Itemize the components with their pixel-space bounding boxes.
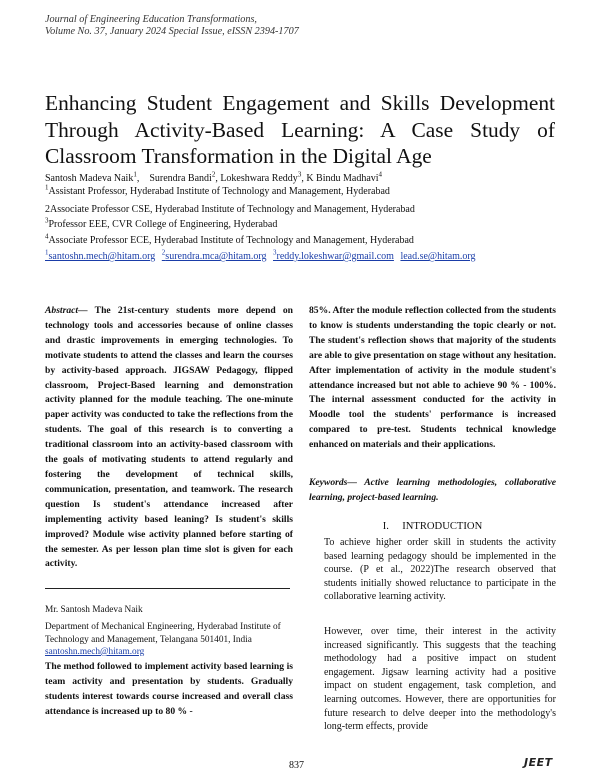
email-link-1[interactable]: $^1$santoshn.mech@hitam.org: [45, 248, 156, 262]
journal-name: Journal of Engineering Education Transformations,: [45, 14, 257, 25]
footnote-divider: [45, 588, 290, 589]
footnote-name: Mr. Santosh Madeva Naik: [45, 605, 143, 615]
author-list: Santosh Madeva Naik$^1$, Surendra Bandi$^2$, Lokeshwara Reddy$^3$, K Bindu Madhavi$^4$: [45, 170, 383, 184]
abstract-label: Abstract—: [45, 305, 88, 316]
author-2: Surendra Bandi: [149, 173, 212, 184]
section-heading: [309, 520, 556, 534]
footnote-email-link[interactable]: santoshn.mech@hitam.org: [45, 646, 145, 657]
footnote-dept: Department of Mechanical Engineering, Hyderabad Institute of Technology and Management, Telangana 501401, India: [45, 622, 281, 645]
email-link-2[interactable]: $^2$surendra.mca@hitam.org: [161, 248, 267, 262]
author-1: Santosh Madeva Naik: [45, 173, 134, 184]
email-link-3[interactable]: $^3$reddy.lokeshwar@gmail.com: [273, 248, 394, 262]
journal-logo: JEET: [524, 756, 553, 769]
affiliation-4: $^4$Associate Professor ECE, Hyderabad Institute of Technology and Management, Hyderabad: [45, 232, 414, 246]
intro-paragraph-2: However, over time, their interest in the activity increased significantly. This suggests that the teaching methodology had a positive impact on student engagement. Jigsaw learning activity had a positive impact on student engagement, task completion, and learning outcomes. However, there are opportunities for future research to delve deeper into the methodology's long-term effects, provide: [324, 626, 556, 733]
affiliation-2: 2Associate Professor CSE, Hyderabad Institute of Technology and Management, Hyderabad: [45, 204, 415, 215]
section-title: INTRODUCTION: [402, 521, 483, 532]
journal-header: [45, 14, 299, 38]
page-number: 837: [289, 760, 304, 771]
keywords-label: Keywords—: [309, 477, 357, 488]
keywords: [309, 476, 556, 506]
author-4: K Bindu Madhavi: [306, 173, 379, 184]
abstract-continued: 85%. After the module reflection collected from the students to know is students understanding the topic clearly or not. The student's reflection shows that majority of the students are able to give presentation on stage without any hesitation. After implementation of activity in the module student's attendance increased but not able to achieve 90 % - 100%. The internal assessment conducted for the activity in Moodle tool the students' performance is increased compared to pre-test. Students technical knowledge enhanced on materials and their applications.: [309, 305, 556, 451]
email-link-4[interactable]: lead.se@hitam.org: [400, 251, 476, 262]
abstract: [45, 304, 293, 572]
keywords-text: Active learning methodologies, collaborative learning, project-based learning.: [309, 477, 556, 503]
footnote: [45, 604, 290, 658]
affiliation-1: $^1$Assistant Professor, Hyderabad Institute of Technology and Management, Hyderabad: [45, 183, 390, 197]
abstract-continued-left: The method followed to implement activity based learning is team activity and presentation by students. Gradually students interest towards course increased and overall class attendance is increased up to 80 % -: [45, 661, 293, 717]
paper-title: Enhancing Student Engagement and Skills Development Through Activity-Based Learning: A Case Study of Classroom Transformation in the Digital Age: [45, 91, 555, 168]
intro-paragraph-1: To achieve higher order skill in students the activity based learning pedagogy should be implemented in the course. (P et al., 2022)The research observed that students initially showed reluctance to participate in the collaborative learning activity.: [324, 537, 556, 603]
affiliation-3: $^3$Professor EEE, CVR College of Engineering, Hyderabad: [45, 216, 278, 230]
author-emails: [45, 250, 480, 263]
journal-issue: Volume No. 37, January 2024 Special Issue, eISSN 2394-1707: [45, 26, 299, 37]
section-number: I.: [382, 521, 389, 532]
abstract-text: The 21st-century students more depend on technology tools and accessories because of online classes and drastic improvements in emerging technologies. To motivate students to attend the classes and learn the courses by activity-based approach. JIGSAW Pedagogy, flipped classroom, Project-Based learning and demonstration activity planned for the module teaching. The one-minute paper activity was conducted to take the reflections from the students. The goal of this research is to converting a traditional classroom into an activity-based classroom with the goals of motivating students to attend regularly and fostering the development of technical skills, communication, presentation, and teamwork. The research question Is student's attendance increased after implementing activity based leaning? Is student's skills improved? Module wise activity planned before starting of the semester. As per lesson plan time slot is given for each activity.: [45, 305, 293, 570]
author-3: Lokeshwara Reddy: [220, 173, 298, 184]
